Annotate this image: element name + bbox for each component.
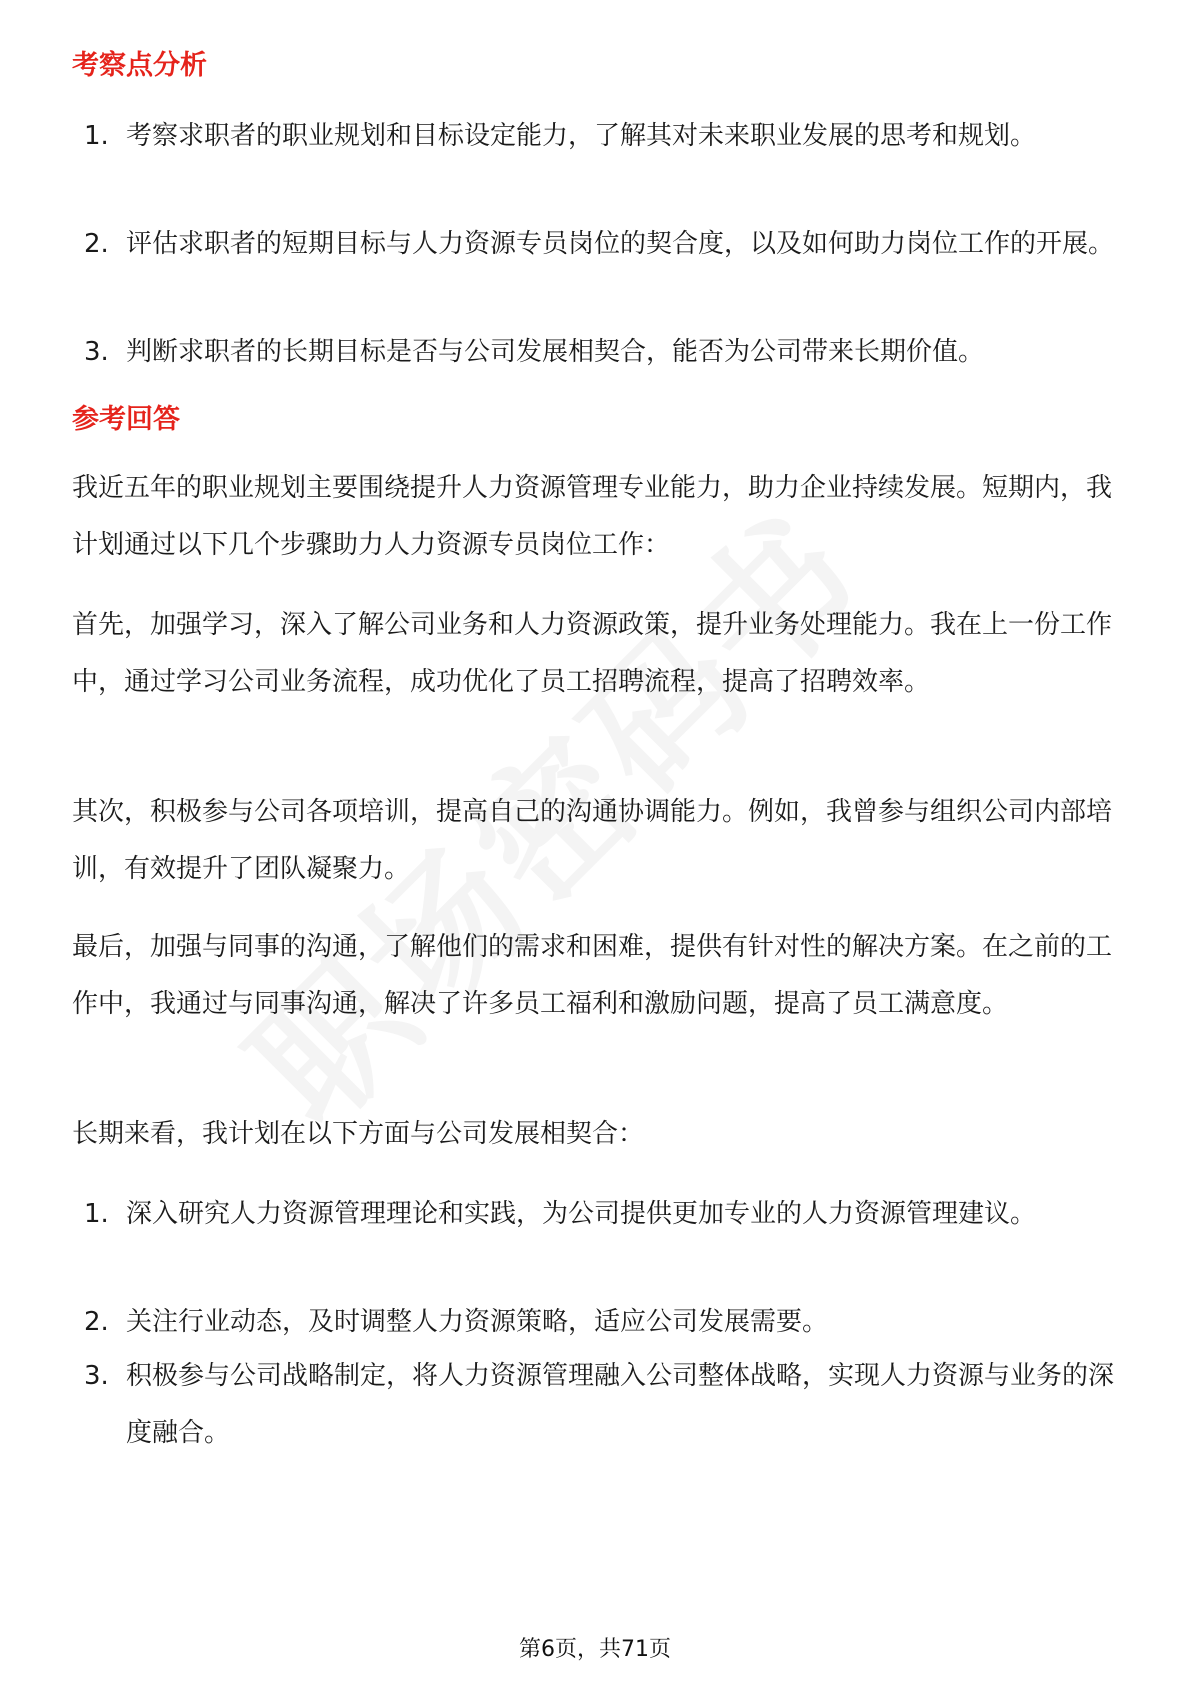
- list-number: 3.: [84, 1361, 109, 1391]
- section-heading-answer: 参考回答: [72, 404, 180, 435]
- answer-paragraph: 其次，积极参与公司各项培训，提高自己的沟通协调能力。例如，我曾参与组织公司内部培训，有效提升了团队凝聚力。: [72, 797, 1113, 884]
- list-item: [84, 1294, 1120, 1351]
- answer-paragraph: 我近五年的职业规划主要围绕提升人力资源管理专业能力，助力企业持续发展。短期内，我计划通过以下几个步骤助力人力资源专员岗位工作：: [72, 473, 1113, 560]
- list-number: 1.: [84, 1199, 109, 1229]
- section-heading-analysis: 考察点分析: [72, 50, 207, 81]
- list-item: [84, 108, 1120, 165]
- answer-paragraph: 首先，加强学习，深入了解公司业务和人力资源政策，提升业务处理能力。我在上一份工作中，通过学习公司业务流程，成功优化了员工招聘流程，提高了招聘效率。: [72, 610, 1113, 697]
- list-item-text: 判断求职者的长期目标是否与公司发展相契合，能否为公司带来长期价值。: [126, 337, 985, 367]
- list-number: 2.: [84, 229, 109, 259]
- list-number: 3.: [84, 337, 109, 367]
- list-item-text: 深入研究人力资源管理理论和实践，为公司提供更加专业的人力资源管理建议。: [126, 1199, 1037, 1229]
- answer-paragraph: 最后，加强与同事的沟通，了解他们的需求和困难，提供有针对性的解决方案。在之前的工作中，我通过与同事沟通，解决了许多员工福利和激励问题，提高了员工满意度。: [72, 932, 1113, 1019]
- page-footer: 第6页，共71页: [519, 1637, 671, 1662]
- list-item-text: 评估求职者的短期目标与人力资源专员岗位的契合度，以及如何助力岗位工作的开展。: [126, 229, 1115, 259]
- list-number: 2.: [84, 1307, 109, 1337]
- list-item-text: 考察求职者的职业规划和目标设定能力，了解其对未来职业发展的思考和规划。: [126, 121, 1037, 151]
- list-item-text: 积极参与公司战略制定，将人力资源管理融入公司整体战略，实现人力资源与业务的深度融合。: [126, 1361, 1115, 1448]
- list-item-text: 关注行业动态，及时调整人力资源策略，适应公司发展需要。: [126, 1307, 829, 1337]
- list-item: [84, 324, 1120, 381]
- list-item: [84, 1348, 1120, 1462]
- list-number: 1.: [84, 121, 109, 151]
- list-item: [84, 216, 1120, 273]
- list-item: [84, 1186, 1120, 1243]
- answer-paragraph: 长期来看，我计划在以下方面与公司发展相契合：: [72, 1119, 645, 1149]
